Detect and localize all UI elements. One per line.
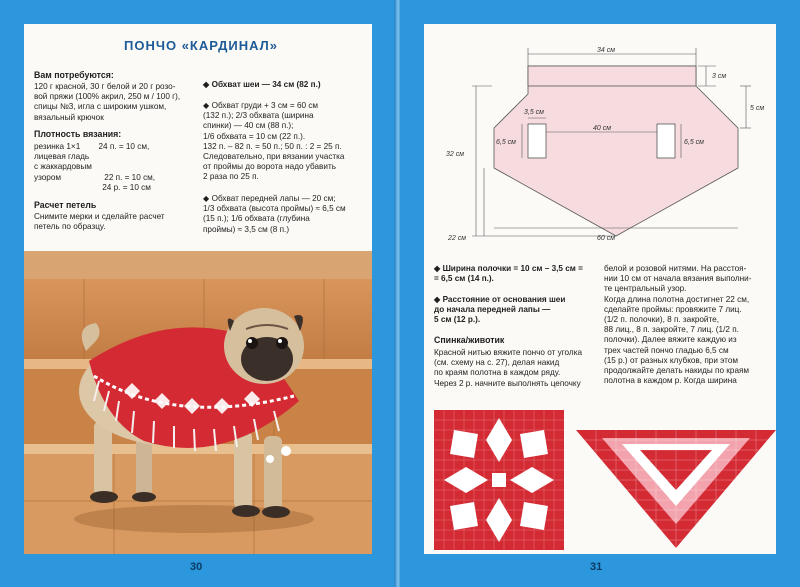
border-chart <box>576 424 776 550</box>
dim-yoke: 5 см <box>750 105 765 112</box>
calc-heading: Расчет петель <box>34 200 97 210</box>
needs-heading: Вам потребуются: <box>34 70 114 80</box>
paw-measure: ◆ Обхват передней лапы — 20 см; 1/3 обхвата (высота проймы) ≈ 6,5 см (15 п.); 1/6 обхвата (глубина проймы) ≈ 3,5 см (8 п.) <box>203 194 346 234</box>
density-line: узором 22 п. = 10 см, <box>34 173 156 182</box>
density-line: резинка 1×1 24 п. = 10 см, <box>34 142 150 151</box>
dim-top: 34 см <box>596 47 616 54</box>
continuation-text: белой и розовой нитями. На расстоя- нии 10 см от начала вязания выполни- те центральный узор. Когда длина полотна достигнет 22 см, сделайте проймы: провяжите 7 лиц. (1/2 п. полочки), 8 п. закройте, 88 лиц., 8 п. закройте, 7 лиц. (1/2 п. полочки). Далее вяжите каждую из трех частей пончо гладью 6,5 см (15 р.) от разных клубков, при этом продолжайте делать накиды по краям полотна в каждом р. Когда ширина <box>604 264 752 386</box>
dim-armhole-width: 3,5 см <box>524 109 544 116</box>
page-number: 30 <box>190 561 203 573</box>
density-line: лицевая гладь <box>34 152 90 161</box>
right-page <box>400 0 800 587</box>
needs-text: 120 г красной, 30 г белой и 20 г розо- вой пряжи (100% акрил, 250 м / 100 г), спицы №3, игла с широким ушком, вязальный крючок <box>34 82 181 122</box>
density-line: 24 р. = 10 см <box>34 183 151 192</box>
page-title: ПОНЧО «КАРДИНАЛ» <box>124 38 278 53</box>
dim-back: 40 см <box>592 125 612 132</box>
back-text: Красной нитью вяжите пончо от уголка (см. схему на с. 27), делая накид по краям полотна в каждом ряду. Через 2 р. начните выполнять цепочку <box>434 348 583 388</box>
dim-height: 32 см <box>446 151 465 158</box>
jacquard-chart <box>434 410 564 550</box>
page-number: 31 <box>590 561 603 573</box>
chest-measure: ◆ Обхват груди + 3 см = 60 см (132 п.); 2/3 обхвата (ширина спинки) — 40 см (88 п.); 1/6 обхвата = 10 см (22 п.). 132 п. – 82 п. = 50 п.; 50 п. : 2 = 25 п. Следовательно, при вязании участка от проймы до ворота надо убавить 2 раза по 25 п. <box>203 101 345 182</box>
front-distance: ◆ Расстояние от основания шеи до начала передней лапы — 5 см (12 р.). <box>434 295 566 325</box>
front-width: ◆ Ширина полочки = 10 см – 3,5 см = = 6,5 см (14 п.). <box>434 264 583 284</box>
density-line: с жаккардовым <box>34 162 92 171</box>
dim-neck: 3 см <box>712 73 727 80</box>
back-heading: Спинка/животик <box>434 335 505 345</box>
dog-photo <box>24 251 372 554</box>
density-heading: Плотность вязания: <box>34 129 122 139</box>
calc-text: Снимите мерки и сделайте расчет петель по образцу. <box>34 212 165 232</box>
pattern-schematic <box>436 40 776 250</box>
left-page <box>0 0 396 587</box>
dim-armhole-height-right: 6,5 см <box>684 139 704 146</box>
dim-armhole-height-left: 6,5 см <box>496 139 516 146</box>
dim-point: 22 см <box>448 235 467 242</box>
neck-measure: ◆ Обхват шеи — 34 см (82 п.) <box>203 80 321 89</box>
dim-bottom: 60 см <box>596 235 616 242</box>
